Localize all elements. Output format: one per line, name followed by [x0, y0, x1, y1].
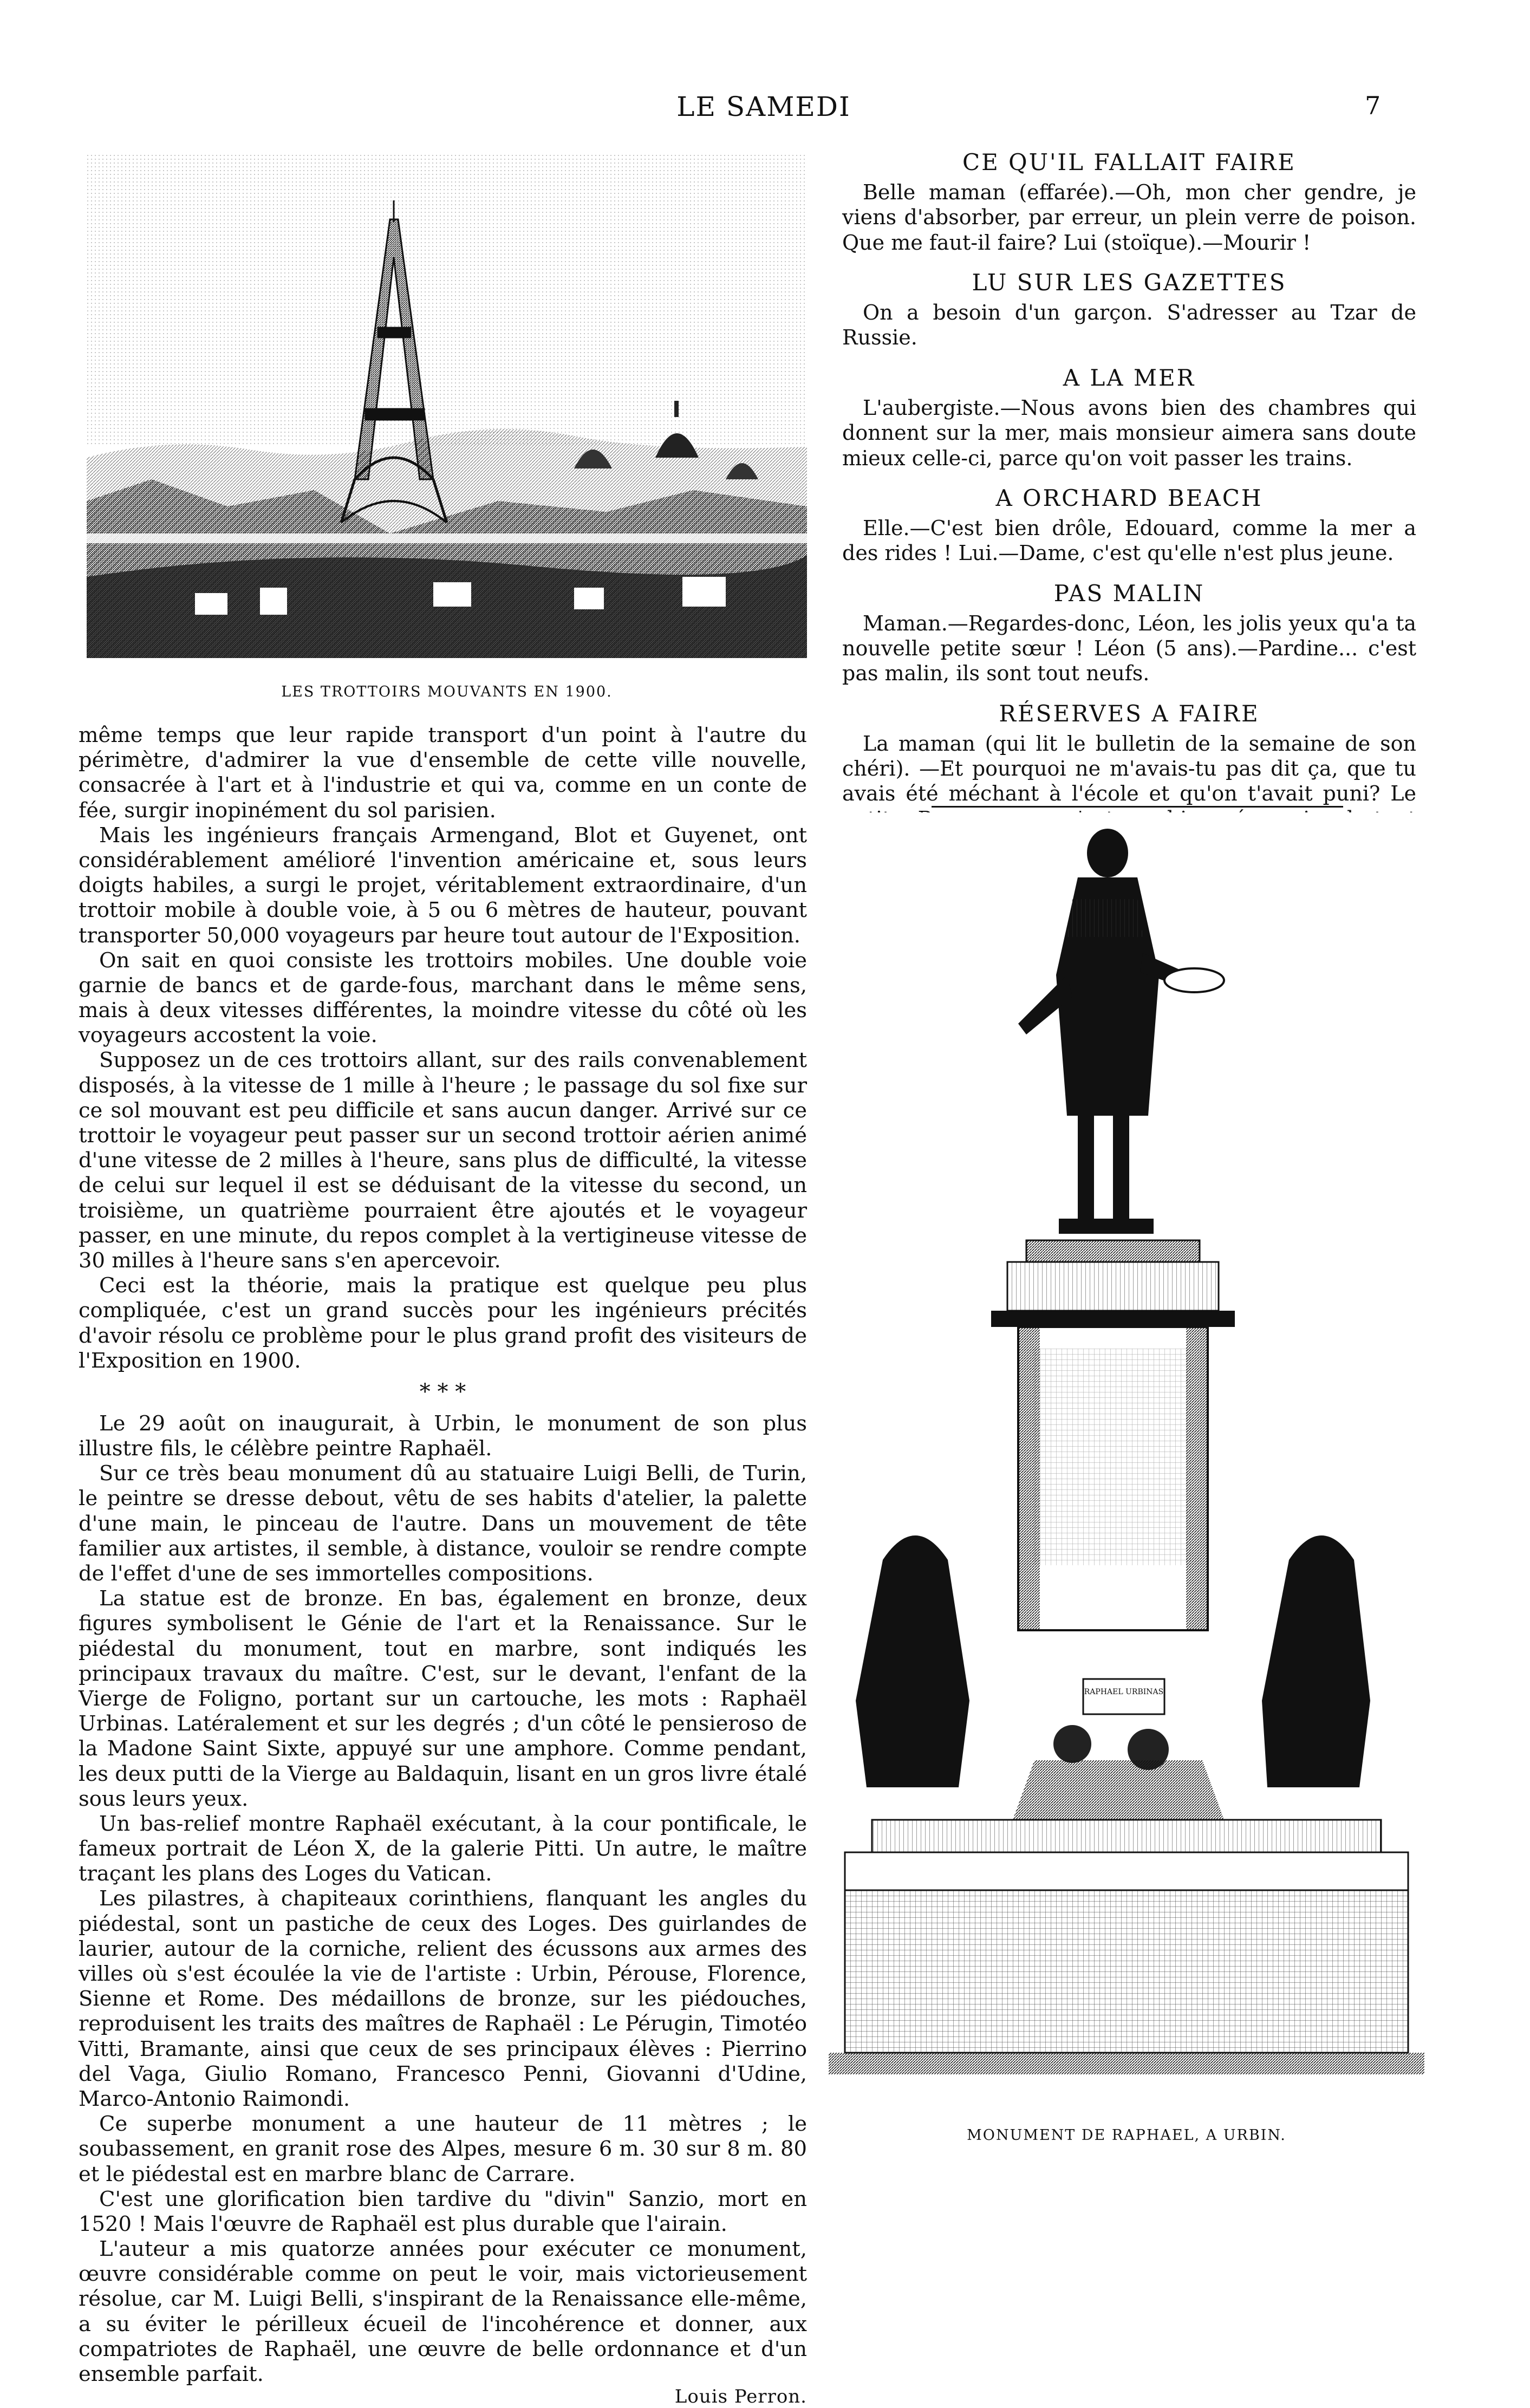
article-paragraph: On sait en quoi consiste les trottoirs mobiles. Une double voie garnie de bancs et de garde-fous, marchant dans le même sens, mais à deux vitesses différentes, la moindre vitesse du côté où les voyageurs accostent la voie.	[79, 948, 807, 1048]
joke-heading: A LA MER	[1063, 364, 1196, 391]
joke-text: On a besoin d'un garçon. S'adresser au Tzar de Russie.	[842, 301, 1416, 350]
joke-text: L'aubergiste.—Nous avons bien des chambres qui donnent sur la mer, mais monsieur aimera sans doute mieux celle-ci, parce qu'on voit passer les trains.	[842, 395, 1416, 470]
section-separator-stars: * * *	[419, 1379, 466, 1404]
article-paragraph: Sur ce très beau monument dû au statuaire Luigi Belli, de Turin, le peintre se dresse debout, vêtu de ses habits d'atelier, la palette d'une main, le pinceau de l'autre. Dans un mouvement de tête familier aux artistes, il semble, à distance, vouloir se rendre compte de l'effet d'une de ses immortelles compositions.	[79, 1461, 807, 1586]
page-header-title: LE SAMEDI	[676, 91, 851, 122]
joke-text: Belle maman (effarée).—Oh, mon cher gendre, je viens d'absorber, par erreur, un plein verre de poison. Que me faut-il faire? Lui (stoïque).—Mourir !	[842, 180, 1416, 255]
raphael-monument-engraving	[812, 812, 1441, 2123]
section-divider-rule	[932, 806, 1343, 808]
left-article	[79, 723, 807, 2408]
joke-heading: A ORCHARD BEACH	[995, 484, 1263, 511]
author-signature: Louis Perron.	[674, 2386, 807, 2408]
article-paragraph: L'auteur a mis quatorze années pour exécuter ce monument, œuvre considérable comme on peut le voir, mais victorieusement résolue, car M. Luigi Belli, s'inspirant de la Renaissance elle-même, a su éviter le périlleux écueil de l'incohérence et donner, aux compatriotes de Raphaël, une œuvre de belle ordonnance et d'un ensemble parfait.	[79, 2237, 807, 2386]
page-number: 7	[1365, 91, 1381, 120]
article-paragraph: Un bas-relief montre Raphaël exécutant, à la cour pontificale, le fameux portrait de Léon X, de la galerie Pitti. Un autre, le maître traçant les plans des Loges du Vatican.	[79, 1811, 807, 1886]
article-paragraph: Le 29 août on inaugurait, à Urbin, le monument de son plus illustre fils, le célèbre peintre Raphaël.	[79, 1411, 807, 1461]
joke-heading: RÉSERVES A FAIRE	[999, 700, 1260, 727]
article-paragraph: C'est une glorification bien tardive du "divin" Sanzio, mort en 1520 ! Mais l'œuvre de Raphaël est plus durable que l'airain.	[79, 2186, 807, 2236]
joke-heading: PAS MALIN	[1053, 580, 1205, 607]
monument-figure-caption: MONUMENT DE RAPHAEL, A URBIN.	[967, 2127, 1286, 2144]
article-paragraph: Supposez un de ces trottoirs allant, sur des rails convenablement disposés, à la vitesse de 1 mille à l'heure ; le passage du sol fixe sur ce sol mouvant est peu difficile et sans aucun danger. Arrivé sur ce trottoir le voyageur peut passer sur un second trottoir aérien animé d'une vitesse de 2 milles à l'heure, sans plus de difficulté, la vitesse de celui sur lequel il est se déduisant de la vitesse du second, un troisième, un quatrième pourraient être ajoutés et le voyageur passer, en une minute, du repos complet à la vertigineuse vitesse de 30 milles à l'heure sans s'en apercevoir.	[79, 1048, 807, 1273]
joke-text: Elle.—C'est bien drôle, Edouard, comme la mer a des rides ! Lui.—Dame, c'est qu'elle n'est plus jeune.	[842, 516, 1416, 565]
article-paragraph: même temps que leur rapide transport d'un point à l'autre du périmètre, d'admirer la vue d'ensemble de cette ville nouvelle, consacrée à l'art et à l'industrie et qui va, comme en un conte de fée, surgir inopinément du sol parisien.	[79, 723, 807, 823]
article-paragraph: Ceci est la théorie, mais la pratique est quelque peu plus compliquée, c'est un grand succès pour les ingénieurs précités d'avoir résolu ce problème pour le plus grand profit des visiteurs de l'Exposition en 1900.	[79, 1273, 807, 1373]
article-paragraph: Mais les ingénieurs français Armengand, Blot et Guyenet, ont considérablement amélioré l'invention américaine et, sous leurs doigts habiles, a surgi le projet, véritablement extraordinaire, d'un trottoir mobile à double voie, à 5 ou 6 mètres de hauteur, pouvant transporter 50,000 voyageurs par heure tout autour de l'Exposition.	[79, 823, 807, 948]
joke-block	[842, 580, 1416, 686]
eiffel-tower-engraving	[87, 154, 807, 658]
article-paragraph: Les pilastres, à chapiteaux corinthiens, flanquant les angles du piédestal, sont un pastiche de ceux des Loges. Des guirlandes de laurier, autour de la corniche, relient des écussons aux armes des villes où s'est écoulée la vie de l'artiste : Urbin, Pérouse, Florence, Sienne et Rome. Des médaillons de bronze, sur les piédouches, reproduisent les traits des maîtres de Raphaël : Le Pérugin, Timotéo Vitti, Bramante, ainsi que ceux de ses principaux élèves : Pierrino del Vaga, Giulio Romano, Francesco Penni, Giovanni d'Udine, Marco-Antonio Raimondi.	[79, 1886, 807, 2111]
joke-block	[842, 485, 1416, 566]
joke-heading: LU SUR LES GAZETTES	[972, 269, 1287, 296]
article-paragraph: Ce superbe monument a une hauteur de 11 mètres ; le soubassement, en granit rose des Alpes, mesure 6 m. 30 sur 8 m. 80 et le piédestal est en marbre blanc de Carrare.	[79, 2112, 807, 2186]
right-humor-column	[842, 149, 1416, 870]
joke-block	[842, 149, 1416, 255]
cartouche-text: RAPHAEL URBINAS	[1084, 1688, 1164, 1696]
joke-text: La maman (qui lit le bulletin de la semaine de son chéri). —Et pourquoi ne m'avais-tu pas dit ça, que tu avais été méchant à l'école et qu'on t'avait puni? Le	[842, 731, 1416, 806]
article-paragraph: La statue est de bronze. En bas, également en bronze, deux figures symbolisent le Génie de l'art et la Renaissance. Sur le piédestal du monument, tout en marbre, sont indiqués les principaux travaux du maître. C'est, sur le devant, l'enfant de la Vierge de Foligno, portant sur un cartouche, les mots : Raphaël Urbinas. Latéralement et sur les degrés ; d'un côté le pensieroso de la Madone Saint Sixte, appuyé sur une amphore. Comme pendant, les deux putti de la Vierge au Baldaquin, lisant en un gros livre étalé sous leurs yeux.	[79, 1586, 807, 1811]
joke-heading: CE QU'IL FALLAIT FAIRE	[962, 149, 1296, 175]
joke-block	[842, 365, 1416, 471]
joke-text: Maman.—Regardes-donc, Léon, les jolis yeux qu'a ta nouvelle petite sœur ! Léon (5 ans).—Pardine... c'est pas malin, ils sont tout neufs.	[842, 611, 1416, 686]
eiffel-figure-caption: LES TROTTOIRS MOUVANTS EN 1900.	[281, 684, 613, 700]
joke-block	[842, 269, 1416, 350]
